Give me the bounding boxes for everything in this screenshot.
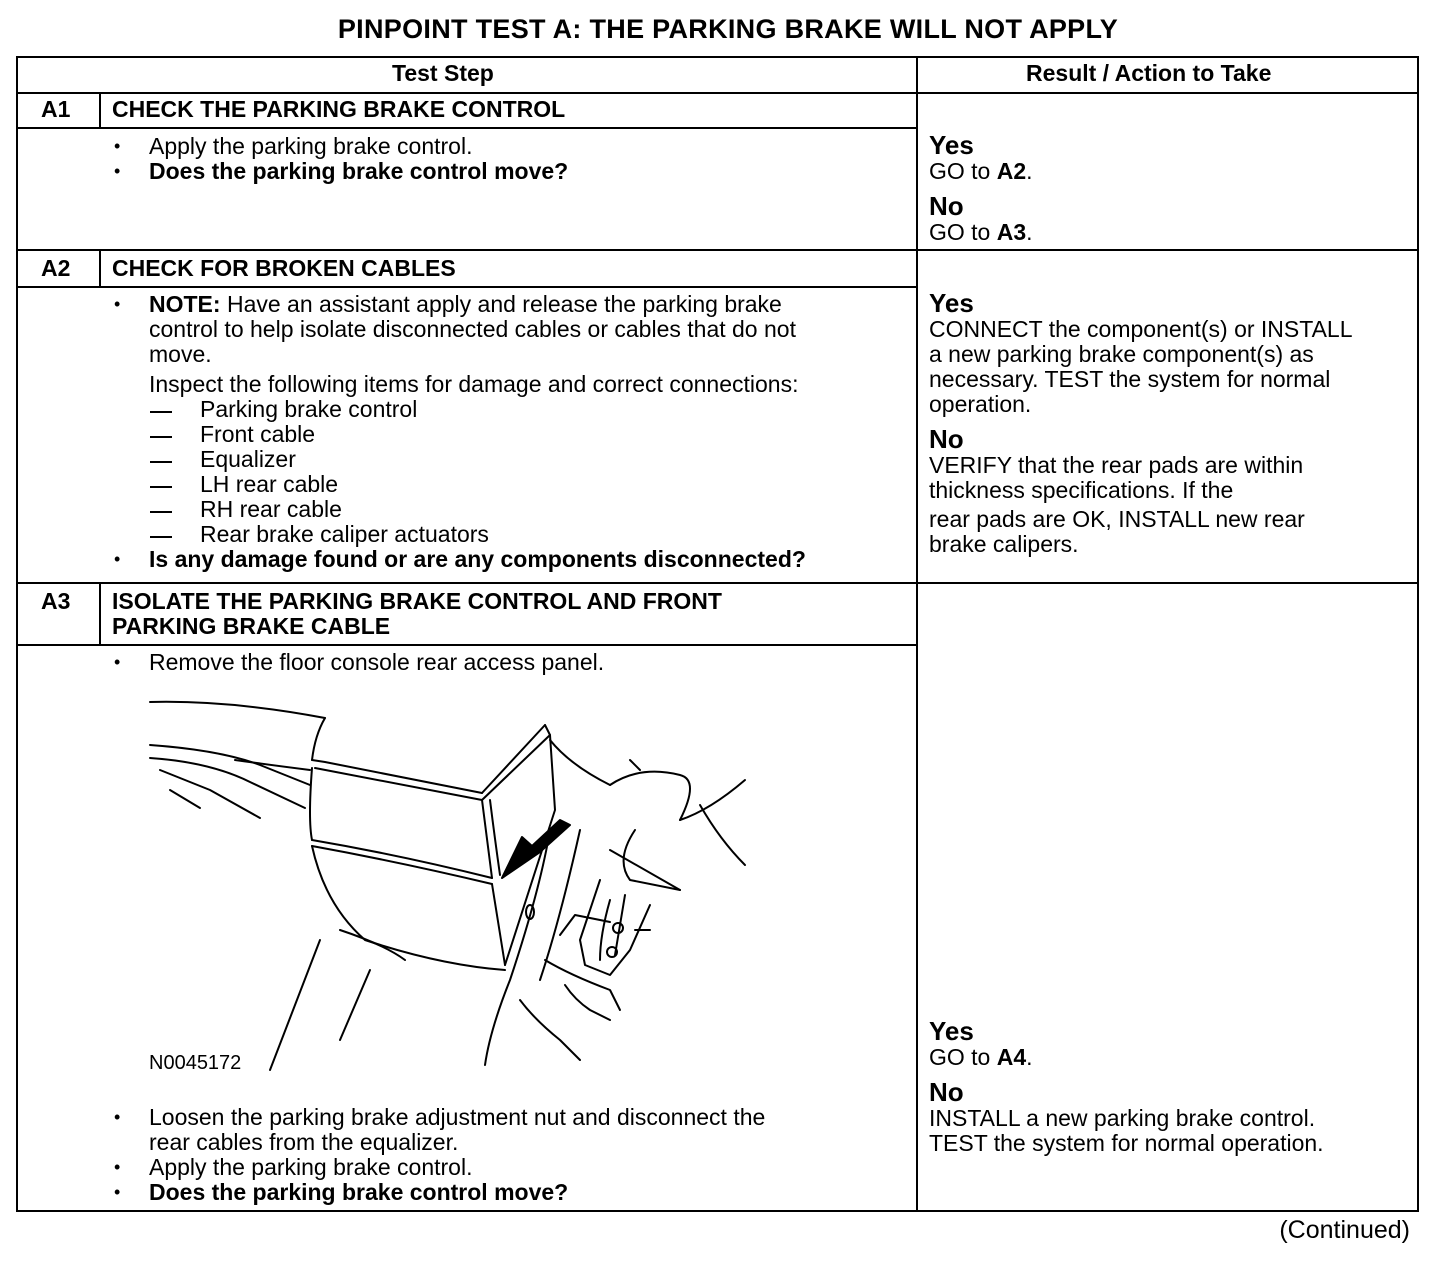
dash-icon [150,536,172,538]
bullet: • [114,136,121,156]
instruction: Remove the floor console rear access panel. [149,649,605,675]
bullet: • [114,1107,121,1127]
note: NOTE: Have an assistant apply and release the parking brake [149,291,782,317]
dash-icon [150,461,172,463]
header-test-step: Test Step [392,60,494,86]
bullet: • [114,1157,121,1177]
bullet: • [114,549,121,569]
yes-label: Yes [929,288,974,318]
instruction-line: rear cables from the equalizer. [149,1129,459,1155]
page-title: PINPOINT TEST A: THE PARKING BRAKE WILL NOT APPLY [337,14,1119,44]
step-title-a1: CHECK THE PARKING BRAKE CONTROL [112,96,566,122]
yes-action: GO to A4. [929,1044,1033,1070]
yes-action-line: operation. [929,391,1032,417]
inspect-instruction: Inspect the following items for damage and correct connections: [149,371,799,397]
inspect-item: Rear brake caliper actuators [200,521,489,547]
inspect-item: Parking brake control [200,396,418,422]
no-label: No [929,191,964,221]
dash-icon [150,411,172,413]
header-result: Result / Action to Take [1026,60,1272,86]
no-action-line: INSTALL a new parking brake control. [929,1105,1316,1131]
inspect-item: LH rear cable [200,471,339,497]
instruction: Apply the parking brake control. [149,1154,473,1180]
note-line: control to help isolate disconnected cables or cables that do not [149,316,796,342]
bullet: • [114,161,121,181]
instruction: Apply the parking brake control. [149,133,473,159]
inspect-item: Front cable [200,421,316,447]
dash-icon [150,436,172,438]
yes-label: Yes [929,130,974,160]
no-label: No [929,1077,964,1107]
question: Is any damage found or are any components disconnected? [149,546,806,572]
no-action-line: VERIFY that the rear pads are within [929,452,1304,478]
figure-id: N0045172 [149,1052,242,1074]
console-access-panel-illustration [140,690,760,1080]
yes-action-line: CONNECT the component(s) or INSTALL [929,316,1353,342]
dash-icon [150,486,172,488]
yes-action-line: a new parking brake component(s) as [929,341,1314,367]
inspect-item: RH rear cable [200,496,342,522]
step-title-a2: CHECK FOR BROKEN CABLES [112,255,456,281]
question: Does the parking brake control move? [149,158,569,184]
bullet: • [114,294,121,314]
yes-action: GO to A2. [929,158,1033,184]
continued-label: (Continued) [1279,1216,1410,1244]
instruction-line: Loosen the parking brake adjustment nut and disconnect the [149,1104,766,1130]
yes-action-line: necessary. TEST the system for normal [929,366,1331,392]
note-line: move. [149,341,212,367]
bullet: • [114,1182,121,1202]
step-id-a3: A3 [41,588,71,614]
inspect-item: Equalizer [200,446,296,472]
bullet: • [114,652,121,672]
no-label: No [929,424,964,454]
step-id-a2: A2 [41,255,71,281]
no-action-line: rear pads are OK, INSTALL new rear [929,506,1305,532]
step-title-a3-line: PARKING BRAKE CABLE [112,613,391,639]
question: Does the parking brake control move? [149,1179,569,1205]
dash-icon [150,511,172,513]
step-id-a1: A1 [41,96,71,122]
no-action-line: TEST the system for normal operation. [929,1130,1324,1156]
no-action: GO to A3. [929,219,1033,245]
yes-label: Yes [929,1016,974,1046]
no-action-line: brake calipers. [929,531,1079,557]
step-title-a3-line: ISOLATE THE PARKING BRAKE CONTROL AND FRONT [112,588,722,614]
no-action-line: thickness specifications. If the [929,477,1234,503]
